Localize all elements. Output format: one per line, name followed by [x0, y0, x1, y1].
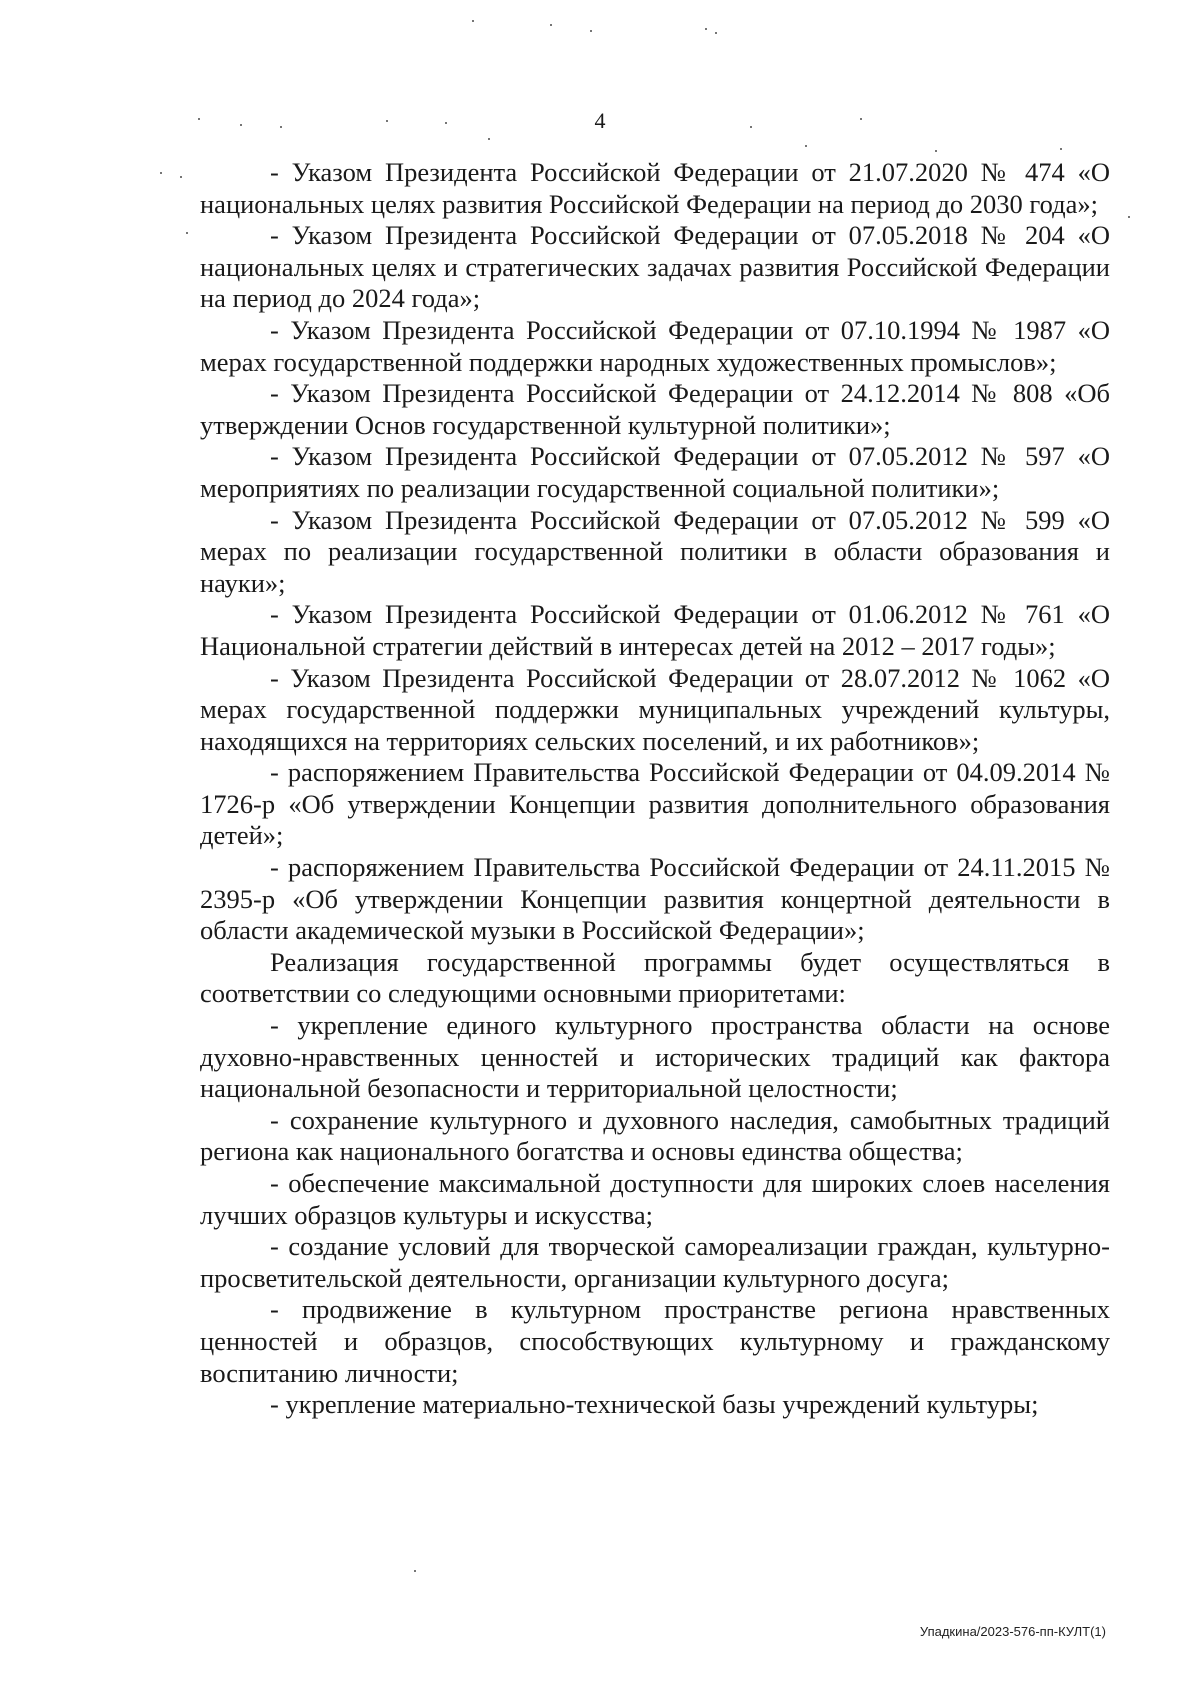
scan-speck: [715, 32, 717, 34]
scan-speck: [860, 118, 862, 120]
scan-speck: [1128, 216, 1130, 218]
paragraph: - Указом Президента Российской Федерации от 07.05.2012 № 597 «О мероприятиях по реализации государственной социальной политики»;: [200, 441, 1110, 503]
scan-speck: [186, 232, 188, 234]
paragraph: - укрепление материально-технической базы учреждений культуры;: [270, 1389, 1039, 1420]
scan-speck: [590, 30, 592, 32]
paragraph: - Указом Президента Российской Федерации от 28.07.2012 № 1062 «О мерах государственной поддержки муниципальных учреждений культуры, находящихся на территориях сельских поселений, и их работников»;: [200, 662, 1110, 756]
scan-speck: [805, 145, 807, 147]
paragraph: - укрепление единого культурного пространства области на основе духовно-нравственных ценностей и исторических традиций как фактора национальной безопасности и территориальной целостности;: [200, 1010, 1110, 1104]
scan-speck: [280, 126, 282, 128]
paragraph: - Указом Президента Российской Федерации от 21.07.2020 № 474 «О национальных целях развития Российской Федерации на период до 2030 года»;: [200, 157, 1110, 219]
paragraph: Реализация государственной программы будет осуществляться в соответствии со следующими основными приоритетами:: [200, 946, 1110, 1009]
paragraph: - Указом Президента Российской Федерации от 01.06.2012 № 761 «О Национальной стратегии действий в интересах детей на 2012 – 2017 годы»;: [200, 599, 1110, 661]
scan-speck: [750, 126, 752, 128]
scan-speck: [935, 150, 937, 152]
paragraph: - сохранение культурного и духовного наследия, самобытных традиций региона как национального богатства и основы единства общества;: [200, 1104, 1110, 1167]
scan-speck: [550, 24, 552, 26]
paragraph: - распоряжением Правительства Российской Федерации от 24.11.2015 № 2395-р «Об утверждении Концепции развития концертной деятельности в области академической музыки в Российской Федерации»;: [200, 852, 1110, 946]
paragraph: - Указом Президента Российской Федерации от 07.05.2018 № 204 «О национальных целях и стратегических задачах развития Российской Федерации на период до 2024 года»;: [200, 220, 1110, 314]
paragraph: - Указом Президента Российской Федерации от 24.12.2014 № 808 «Об утверждении Основ государственной культурной политики»;: [200, 378, 1110, 440]
scan-speck: [386, 120, 388, 122]
scan-speck: [472, 20, 474, 22]
scan-speck: [180, 176, 182, 178]
paragraph: - обеспечение максимальной доступности для широких слоев населения лучших образцов культуры и искусства;: [200, 1168, 1110, 1230]
scan-speck: [1060, 148, 1062, 150]
paragraph: - распоряжением Правительства Российской Федерации от 04.09.2014 № 1726-р «Об утверждении Концепции развития дополнительного образования детей»;: [200, 757, 1110, 851]
document-footer-code: Упадкина/2023-576-пп-КУЛТ(1): [919, 1624, 1106, 1639]
scan-speck: [705, 28, 707, 30]
paragraph: - Указом Президента Российской Федерации от 07.10.1994 № 1987 «О мерах государственной поддержки народных художественных промыслов»;: [200, 314, 1110, 377]
document-body: [200, 157, 1110, 1421]
scan-speck: [488, 138, 490, 140]
page-number: 4: [594, 108, 606, 133]
scan-speck: [414, 1570, 416, 1572]
paragraph: - создание условий для творческой самореализации граждан, культурно-просветительской деятельности, организации культурного досуга;: [200, 1231, 1110, 1293]
scan-speck: [160, 172, 162, 174]
paragraph: - продвижение в культурном пространстве региона нравственных ценностей и образцов, способствующих культурному и гражданскому воспитанию личности;: [200, 1294, 1110, 1388]
scan-speck: [240, 124, 242, 126]
paragraph: - Указом Президента Российской Федерации от 07.05.2012 № 599 «О мерах по реализации государственной политики в области образования и науки»;: [200, 504, 1110, 598]
scan-speck: [445, 122, 447, 124]
scan-speck: [198, 118, 200, 120]
